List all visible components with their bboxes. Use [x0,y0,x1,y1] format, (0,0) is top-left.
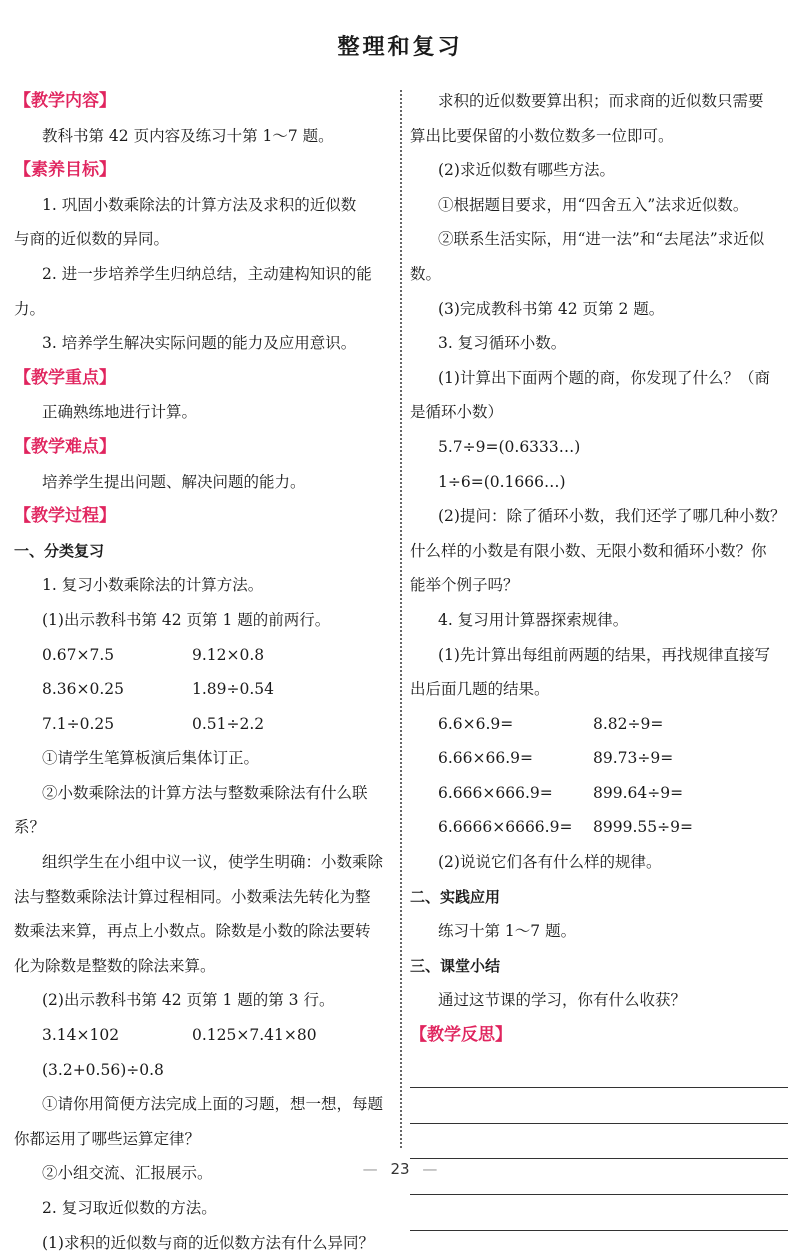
paragraph-line: (1)出示教科书第 42 页第 1 题的前两行。 [42,610,331,629]
paragraph-line: ①请学生笔算板演后集体订正。 [42,749,260,768]
paragraph-line: 教科书第 42 页内容及练习十第 1～7 题。 [42,126,334,145]
section-tag: 【教学过程】 [14,506,116,527]
paragraph-line: 1÷6=(0.1666…) [438,472,566,491]
paragraph-line: 正确熟练地进行计算。 [42,403,198,422]
paragraph-line: 化为除数是整数的除法来算。 [14,956,216,975]
paragraph-line: 3. 培养学生解决实际问题的能力及应用意识。 [42,334,357,353]
paragraph-line: ①请你用简便方法完成上面的习题，想一想，每题 [42,1095,384,1114]
paragraph-line: 什么样的小数是有限小数、无限小数和循环小数？你 [410,541,767,560]
paragraph-line: (3)完成教科书第 42 页第 2 题。 [438,299,665,318]
expression-row [410,707,788,742]
paragraph-line: (2)求近似数有哪些方法。 [438,161,615,180]
expression: 6.666×666.9= [438,783,553,802]
paragraph-line: 2. 进一步培养学生归纳总结，主动建构知识的能 [42,264,372,283]
section-tag: 【教学反思】 [410,1025,512,1046]
paragraph-line: 2. 复习取近似数的方法。 [42,1199,217,1217]
expression: 8999.55÷9= [593,818,693,837]
expression-row [14,638,392,673]
expression-row [410,776,788,811]
paragraph-line: 通过这节课的学习，你有什么收获？ [438,991,687,1010]
section-heading: 三、课堂小结 [410,956,501,975]
paragraph-line: 5.7÷9=(0.6333…) [438,437,581,456]
paragraph-line: 是循环小数） [410,403,504,422]
section-tag: 【教学重点】 [14,367,116,388]
expression: 1.89÷0.54 [192,680,275,699]
left-column [14,84,392,1260]
paragraph-line: 算出比要保留的小数位数多一位即可。 [410,126,674,145]
expression: 6.6×6.9= [438,714,514,733]
section-heading: 二、实践应用 [410,887,501,906]
paragraph-line: 系？ [14,818,46,837]
section-heading: 一、分类复习 [14,541,105,560]
expression: 3.14×102 [42,1026,120,1045]
paragraph-line: 练习十第 1～7 题。 [438,922,577,941]
paragraph-line: 能举个例子吗？ [410,576,519,595]
paragraph-line: 4. 复习用计算器探索规律。 [438,610,629,629]
expression: 899.64÷9= [593,783,684,802]
paragraph-line: ②小数乘除法的计算方法与整数乘除法有什么联 [42,783,368,802]
paragraph-line: 法与整数乘除法计算过程相同。小数乘法先转化为整 [14,887,371,906]
paragraph-line: (2)说说它们各有什么样的规律。 [438,853,662,872]
page-footer [0,1160,800,1178]
footer-dash-left: — [362,1160,378,1178]
expression: 8.36×0.25 [42,680,125,699]
paragraph-line: (2)出示教科书第 42 页第 1 题的第 3 行。 [42,991,335,1010]
footer-dash-right: — [422,1160,438,1178]
paragraph-line: 数。 [410,264,442,283]
expression-row [14,672,392,707]
paragraph-line: 组织学生在小组中议一议，使学生明确：小数乘除 [42,853,384,872]
paragraph-line: 1. 巩固小数乘除法的计算方法及求积的近似数 [42,195,357,214]
expression: 6.66×66.9= [438,749,533,768]
paragraph-line: ②小组交流、汇报展示。 [42,1164,213,1183]
reflection-writing-line [410,1088,788,1124]
expression: 0.125×7.41×80 [192,1026,317,1045]
paragraph-line: (1)先计算出每组前两题的结果，再找规律直接写 [438,645,770,664]
column-divider [400,90,402,1148]
expression: 6.6666×6666.9= [438,818,573,837]
expression: 8.82÷9= [593,714,664,733]
expression-row [410,741,788,776]
reflection-writing-line [410,1195,788,1231]
expression: 89.73÷9= [593,749,674,768]
expression: 7.1÷0.25 [42,714,115,733]
expression-row [410,810,788,845]
paragraph-line: ①根据题目要求，用“四舍五入”法求近似数。 [438,195,749,214]
paragraph-line: 3. 复习循环小数。 [438,334,567,353]
page-number: 23 [390,1160,410,1178]
paragraph-line: 出后面几题的结果。 [410,680,550,699]
expression: 0.67×7.5 [42,645,115,664]
paragraph-line: 与商的近似数的异同。 [14,230,170,249]
paragraph-line: 数乘法来算，再点上小数点。除数是小数的除法要转 [14,922,371,941]
paragraph-line: (2)提问：除了循环小数，我们还学了哪几种小数？ [438,507,786,526]
reflection-writing-line [410,1053,788,1089]
right-column [410,84,788,1231]
section-tag: 【素养目标】 [14,160,116,181]
paragraph-line: 力。 [14,299,46,318]
paragraph-line: 1. 复习小数乘除法的计算方法。 [42,576,264,595]
expression: 0.51÷2.2 [192,714,265,733]
paragraph-line: (1)求积的近似数与商的近似数方法有什么异同？ [42,1233,374,1252]
expression-row [14,707,392,742]
paragraph-line: 你都运用了哪些运算定律？ [14,1129,201,1148]
expression: 9.12×0.8 [192,645,265,664]
paragraph-line: (1)计算出下面两个题的商，你发现了什么？（商 [438,368,770,387]
reflection-writing-line [410,1124,788,1160]
section-tag: 【教学内容】 [14,91,116,111]
page-title: 整理和复习 [337,34,463,60]
paragraph-line: 培养学生提出问题、解决问题的能力。 [42,472,306,491]
paragraph-line: 求积的近似数要算出积；而求商的近似数只需要 [438,92,764,110]
paragraph-line: (3.2+0.56)÷0.8 [42,1060,164,1079]
paragraph-line: ②联系生活实际，用“进一法”和“去尾法”求近似 [438,230,765,249]
expression-row [14,1018,392,1053]
section-tag: 【教学难点】 [14,436,116,457]
